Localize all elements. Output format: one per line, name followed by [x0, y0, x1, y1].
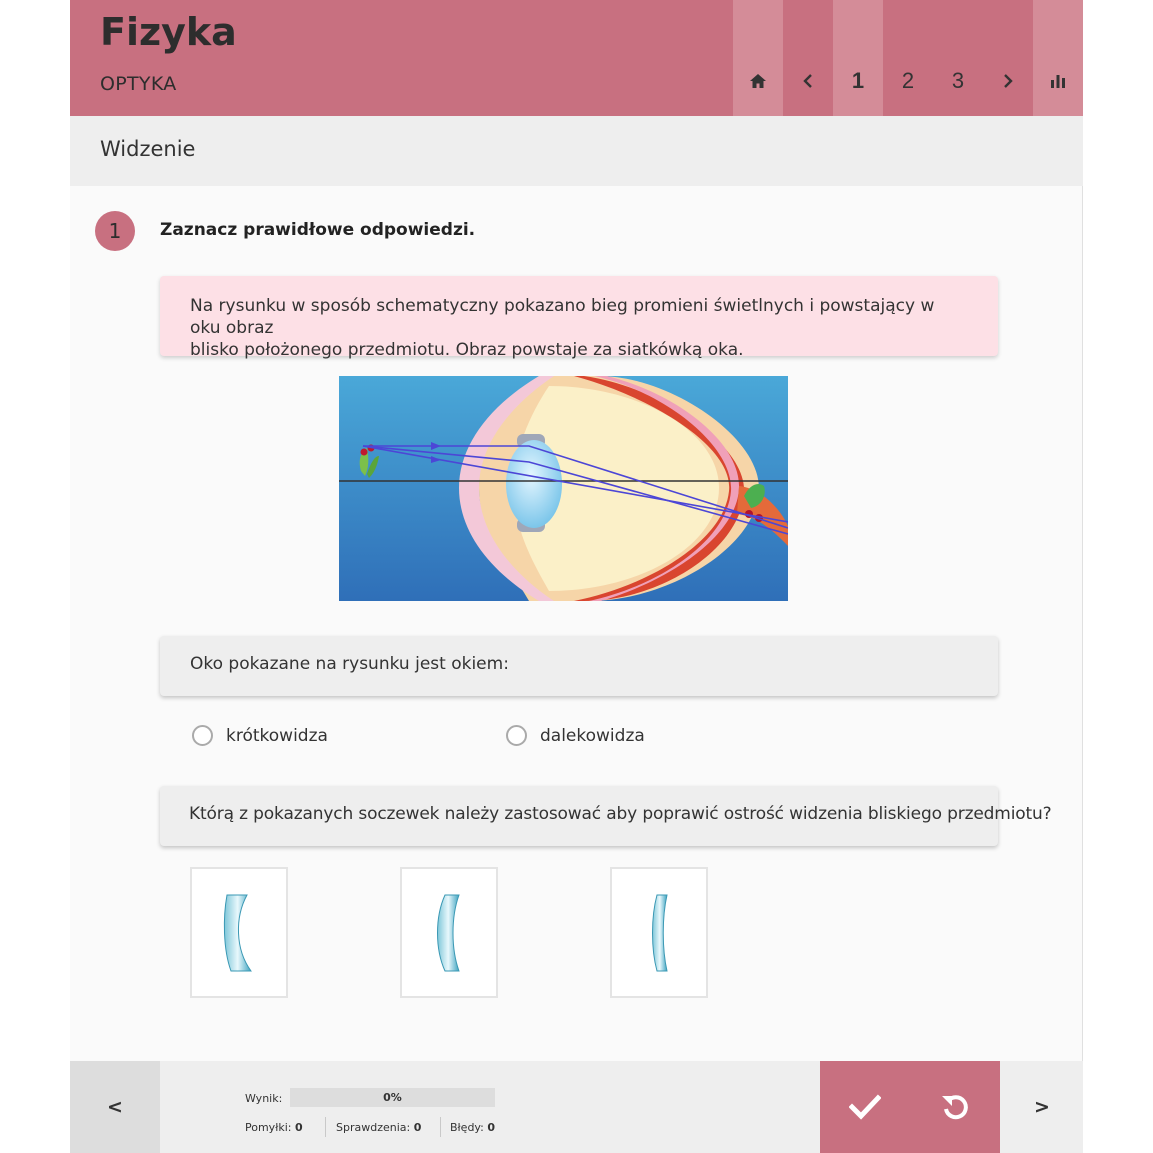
header: [70, 0, 1083, 116]
subquestion-1-box: Oko pokazane na rysunku jest okiem:: [160, 636, 998, 696]
app-frame: [70, 0, 1083, 1153]
chevron-right-icon: [1002, 73, 1014, 89]
lens-option-2[interactable]: [400, 867, 498, 998]
bar-chart-icon: [1050, 73, 1066, 89]
radio-button[interactable]: [192, 725, 213, 746]
mistakes-stat: [450, 1121, 495, 1134]
stats-button[interactable]: [1033, 0, 1083, 116]
checks-value: 0: [413, 1121, 422, 1134]
page-1-button[interactable]: 1: [833, 0, 883, 116]
lens-option-1[interactable]: [190, 867, 288, 998]
subquestion-2-box: Którą z pokazanych soczewek należy zastosować aby poprawić ostrość widzenia bliskiego przedmiotu?: [160, 786, 998, 846]
next-page-button[interactable]: [983, 0, 1033, 116]
score-value: 0%: [383, 1091, 402, 1104]
radio-button[interactable]: [506, 725, 527, 746]
divider: [325, 1117, 326, 1137]
option-label: dalekowidza: [540, 725, 645, 746]
option-label: krótkowidza: [226, 725, 328, 746]
score-progress-bar: [290, 1088, 495, 1107]
footer-toolbar: [70, 1061, 1083, 1153]
course-subtitle: OPTYKA: [100, 73, 177, 95]
prev-page-button[interactable]: [783, 0, 833, 116]
question-number-badge: 1: [95, 211, 135, 251]
reset-icon: [940, 1092, 970, 1122]
reset-button[interactable]: [910, 1061, 1000, 1153]
option-krotkowidza[interactable]: [192, 725, 328, 746]
checks-label: Sprawdzenia:: [336, 1121, 411, 1134]
page-3-button[interactable]: 3: [951, 68, 965, 93]
mistakes-value: 0: [487, 1121, 495, 1134]
errors-value: 0: [294, 1121, 303, 1134]
chevron-left-icon: [802, 73, 814, 89]
section-title: Widzenie: [100, 137, 196, 161]
score-label: Wynik:: [245, 1092, 283, 1105]
divider: [440, 1117, 441, 1137]
checkmark-icon: [849, 1094, 881, 1120]
lens-option-3[interactable]: [610, 867, 708, 998]
course-title: Fizyka: [100, 10, 237, 54]
page-2-button[interactable]: 2: [901, 68, 915, 93]
mistakes-label: Błędy:: [450, 1121, 484, 1134]
home-button[interactable]: [733, 0, 783, 116]
option-dalekowidza[interactable]: [506, 725, 645, 746]
page-navigation: [733, 0, 1083, 116]
info-box: [160, 276, 998, 360]
eye-diagram-image: [339, 376, 788, 601]
prev-exercise-button[interactable]: <: [70, 1061, 160, 1153]
section-bar: [70, 116, 1083, 186]
home-icon: [749, 73, 767, 89]
eye-diagram-illustration: [339, 376, 788, 601]
question-instruction: Zaznacz prawidłowe odpowiedzi.: [160, 220, 476, 240]
check-answers-button[interactable]: [820, 1061, 910, 1153]
errors-stat: [245, 1121, 303, 1134]
info-text-line-1: Na rysunku w sposób schematyczny pokazano bieg promieni świetlnych i powstający w oku obraz: [190, 296, 935, 338]
meniscus-lens-icon: [433, 893, 465, 973]
thin-meniscus-lens-icon: [643, 893, 675, 973]
checks-stat: [336, 1121, 421, 1134]
next-exercise-button[interactable]: >: [1001, 1061, 1083, 1153]
info-text-line-2: blisko położonego przedmiotu. Obraz powstaje za siatkówką oka.: [190, 340, 744, 360]
errors-label: Pomyłki:: [245, 1121, 292, 1134]
concave-lens-icon: [223, 893, 255, 973]
